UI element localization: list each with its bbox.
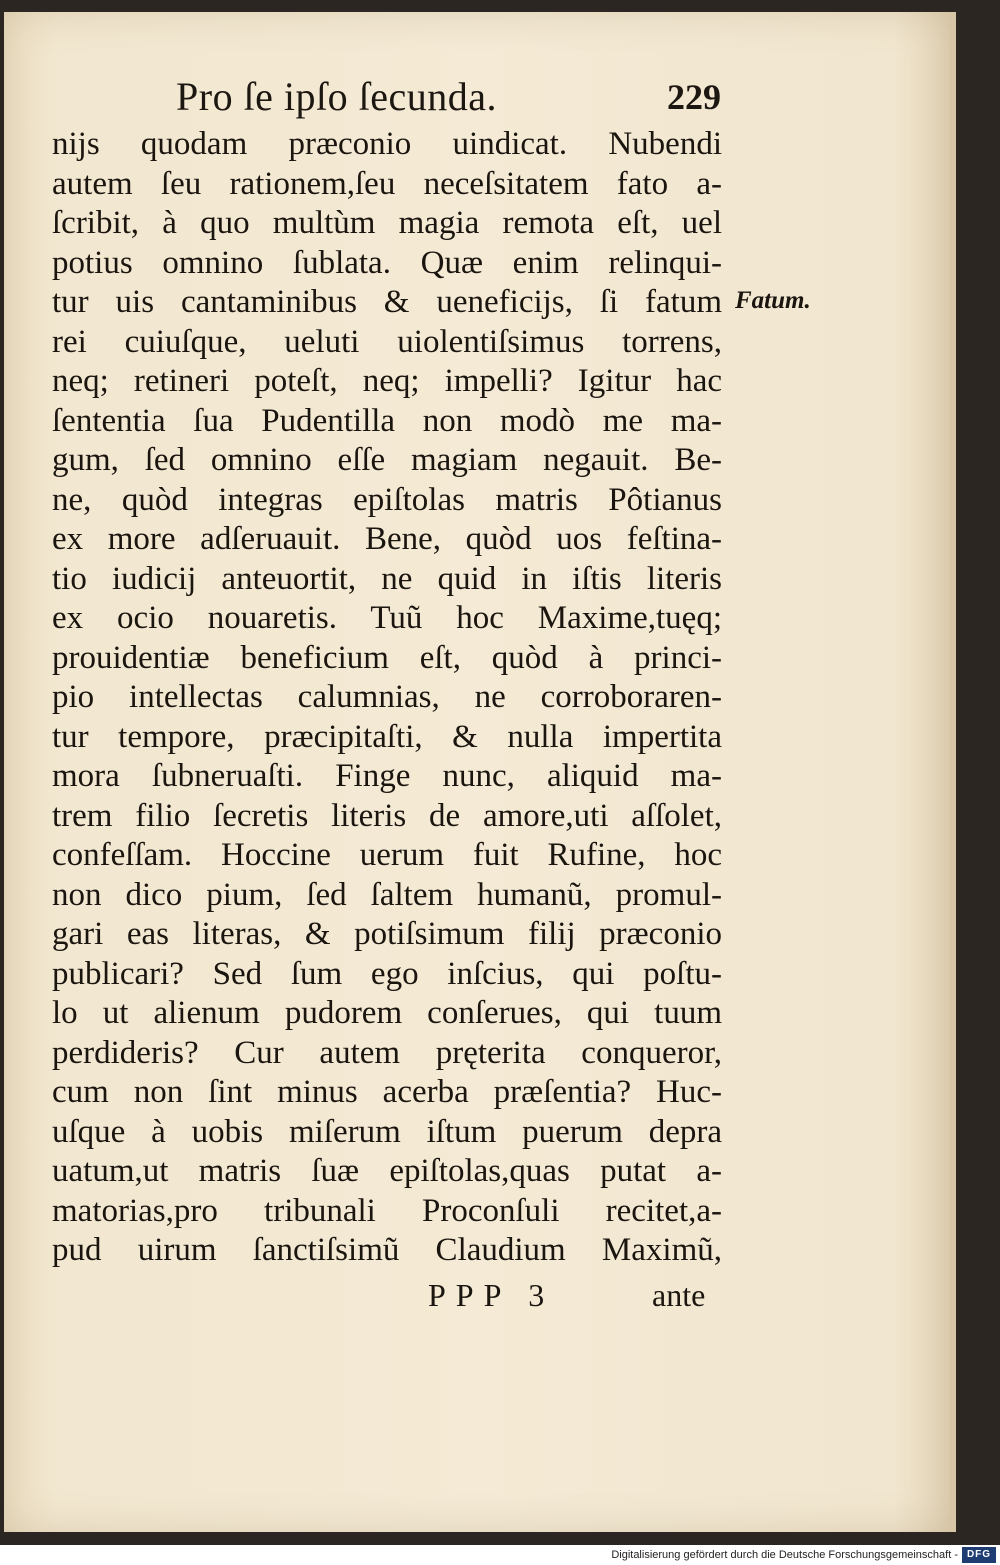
text-line: mora ſubneruaſti. Finge nunc, aliquid ma- — [52, 758, 722, 794]
text-line: nijs quodam præconio uindicat. Nubendi — [52, 126, 722, 162]
text-line: prouidentiæ beneficium eſt, quòd à princi- — [52, 639, 722, 676]
running-head — [176, 72, 721, 122]
text-line: perdideris? Cur autem pręterita conqueror, — [52, 1034, 722, 1071]
text-line: tur tempore, præcipitaſti, & nulla impertita — [52, 718, 722, 755]
text-line: rei cuiuſque, ueluti uiolentiſsimus torrens, — [52, 323, 722, 360]
text-line: cum non ſint minus acerba præſentia? Huc- — [52, 1074, 722, 1110]
text-line: gari eas literas, & potiſsimum filij præconio — [52, 916, 722, 952]
text-line: pud uirum ſanctiſsimũ Claudium Maximũ, — [52, 1232, 722, 1268]
body-text — [52, 125, 722, 1271]
text-line: publicari? Sed ſum ego inſcius, qui poſtu- — [52, 955, 722, 992]
text-line: pio intellectas calumnias, ne corroboraren- — [52, 679, 722, 715]
page-edge — [950, 12, 956, 1532]
page-number: 229 — [667, 77, 721, 117]
text-line: ex more adſeruauit. Bene, quòd uos feſtina- — [52, 521, 722, 557]
credit-text: Digitalisierung gefördert durch die Deutsche Forschungsgemeinschaft - — [611, 1549, 958, 1561]
text-line: neq; retineri poteſt, neq; impelli? Igitur hac — [52, 363, 722, 399]
text-line: uſque à uobis miſerum iſtum puerum depra — [52, 1113, 722, 1150]
text-line: potius omnino ſublata. Quæ enim relinqui- — [52, 244, 722, 281]
dfg-logo: DFG — [962, 1547, 996, 1563]
credit-bar — [0, 1545, 1000, 1565]
text-line: lo ut alienum pudorem conſerues, qui tuum — [52, 995, 722, 1031]
text-line: gum, ſed omnino eſſe magiam negauit. Be- — [52, 442, 722, 478]
catchword: ante — [652, 1277, 706, 1313]
text-line: confeſſam. Hoccine uerum fuit Rufine, hoc — [52, 837, 722, 873]
text-line: uatum,ut matris ſuæ epiſtolas,quas putat a- — [52, 1153, 722, 1189]
text-line: tio iudicij anteuortit, ne quid in iſtis literis — [52, 560, 722, 597]
text-line: matorias,pro tribunali Proconſuli recitet,a- — [52, 1192, 722, 1229]
text-line: trem filio ſecretis literis de amore,uti aſſolet, — [52, 797, 722, 834]
marginal-note: Fatum. — [735, 287, 811, 314]
signature-mark: PPP 3 — [428, 1277, 555, 1313]
text-line: ſcribit, à quo multùm magia remota eſt, uel — [52, 205, 722, 241]
text-line: autem ſeu rationem,ſeu neceſsitatem fato a- — [52, 165, 722, 202]
text-line: ſententia ſua Pudentilla non modò me ma- — [52, 402, 722, 439]
text-line: ex ocio nouaretis. Tuũ hoc Maxime,tuęq; — [52, 600, 722, 636]
running-head-title: Pro ſe ipſo ſecunda. — [176, 74, 498, 119]
text-line: non dico pium, ſed ſaltem humanũ, promul- — [52, 876, 722, 913]
text-line: tur uis cantaminibus & ueneficijs, ſi fatum — [52, 284, 722, 320]
text-line: ne, quòd integras epiſtolas matris Pôtianus — [52, 481, 722, 518]
